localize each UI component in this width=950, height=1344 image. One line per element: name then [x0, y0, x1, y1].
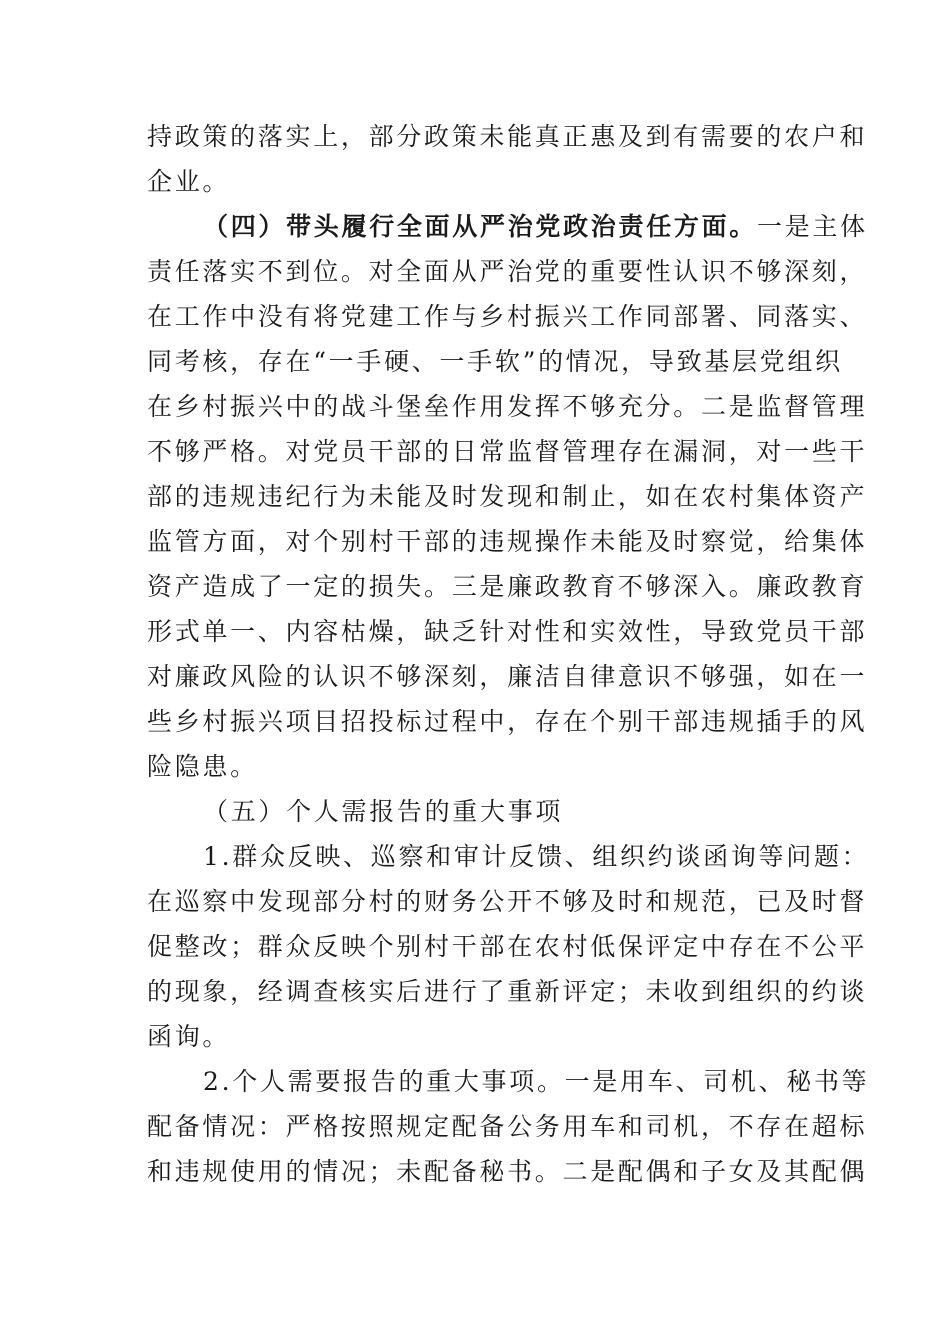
text-line: 函询。 [147, 1022, 231, 1051]
text-line: 资产造成了一定的损失。三是廉政教育不够深入。廉政教育 [147, 572, 868, 601]
text-line: 形式单一、内容枯燥，缺乏针对性和实效性，导致党员干部 [147, 617, 868, 646]
text-line: 配备情况：严格按照规定配备公务用车和司机，不存在超标 [147, 1112, 868, 1141]
paragraph-3 [147, 789, 807, 834]
text-line: 责任落实不到位。对全面从严治党的重要性认识不够深刻， [147, 257, 868, 286]
text-line: 对廉政风险的认识不够深刻，廉洁自律意识不够强，如在一 [147, 662, 868, 691]
text-run: 一是主体 [757, 212, 868, 241]
text-line [147, 204, 868, 249]
text-line: 在巡察中发现部分村的财务公开不够及时和规范，已及时督 [147, 887, 868, 916]
paragraph-5 [147, 1059, 870, 1194]
text-line: 在乡村振兴中的战斗堡垒作用发挥不够充分。二是监督管理 [147, 392, 868, 421]
paragraph-2 [147, 204, 868, 789]
section-heading-4: （四）带头履行全面从严治党政治责任方面。 [203, 212, 758, 241]
paragraph-4 [147, 834, 870, 1059]
section-heading-5: （五）个人需报告的重大事项 [203, 797, 564, 826]
text-line: 的现象，经调查核实后进行了重新评定；未收到组织的约谈 [147, 977, 868, 1006]
text-line: 促整改；群众反映个别村干部在农村低保评定中存在不公平 [147, 932, 868, 961]
text-line: 同考核，存在“一手硬、一手软”的情况，导致基层党组织 [147, 347, 843, 376]
text-line: 持政策的落实上，部分政策未能真正惠及到有需要的农户和 [147, 122, 868, 151]
text-line: 在工作中没有将党建工作与乡村振兴工作同部署、同落实、 [147, 302, 868, 331]
text-line: 监管方面，对个别村干部的违规操作未能及时察觉，给集体 [147, 527, 868, 556]
text-line: 不够严格。对党员干部的日常监督管理存在漏洞，对一些干 [147, 437, 868, 466]
paragraph-1 [147, 114, 868, 204]
text-line: 部的违规违纪行为未能及时发现和制止，如在农村集体资产 [147, 482, 868, 511]
document-page [147, 114, 870, 1194]
text-line: 2.个人需要报告的重大事项。一是用车、司机、秘书等 [203, 1067, 870, 1096]
text-line: 企业。 [147, 167, 231, 196]
text-line: 和违规使用的情况；未配备秘书。二是配偶和子女及其配偶 [147, 1157, 868, 1186]
text-line: 1.群众反映、巡察和审计反馈、组织约谈函询等问题： [203, 842, 870, 871]
text-line: 险隐患。 [147, 752, 258, 781]
text-line: 些乡村振兴项目招投标过程中，存在个别干部违规插手的风 [147, 707, 868, 736]
